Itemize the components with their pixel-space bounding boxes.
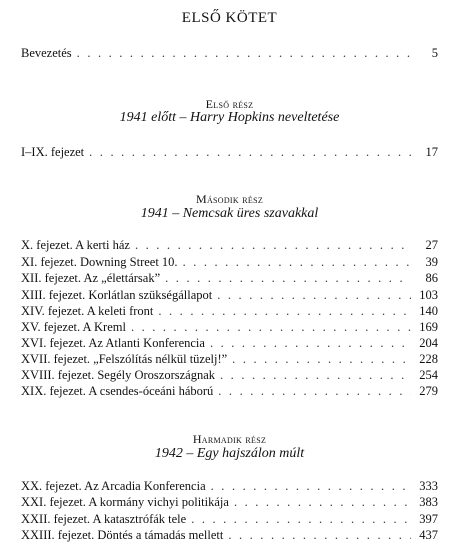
entry-page: 333 [419, 479, 438, 493]
dot-leader [191, 512, 411, 526]
entry-label: I–IX. fejezet [21, 145, 85, 159]
toc-entry [21, 512, 438, 526]
entry-page: 254 [419, 368, 438, 382]
toc-entry [21, 304, 438, 318]
dot-leader [165, 271, 411, 285]
entry-label: XII. fejezet. Az „élettársak” [21, 271, 161, 285]
part-2-title: 1941 – Nemcsak üres szavakkal [140, 206, 319, 221]
part-3-title: 1942 – Egy hajszálon múlt [154, 446, 305, 461]
part-1-title: 1941 előtt – Harry Hopkins neveltetése [119, 110, 340, 125]
entry-page: 103 [419, 288, 438, 302]
dot-leader [89, 145, 411, 159]
dot-leader [217, 288, 411, 302]
entry-label: XIV. fejezet. A keleti front [21, 304, 154, 318]
dot-leader [210, 336, 411, 350]
entry-page: 5 [431, 46, 438, 60]
dot-leader [220, 368, 411, 382]
entry-page: 17 [425, 145, 438, 159]
toc-entry [21, 528, 438, 542]
entry-page: 86 [425, 271, 438, 285]
dot-leader [228, 528, 411, 542]
entry-page: 383 [419, 495, 438, 509]
toc-entry [21, 479, 438, 493]
entry-page: 228 [419, 352, 438, 366]
entry-label: XVI. fejezet. Az Atlanti Konferencia [21, 336, 205, 350]
dot-leader [211, 479, 411, 493]
toc-entry [21, 336, 438, 350]
dot-leader [131, 320, 411, 334]
toc-entry [21, 145, 438, 159]
toc-entry [21, 352, 438, 366]
dot-leader [232, 352, 411, 366]
toc-entry [21, 255, 438, 269]
entry-label: XV. fejezet. A Kreml [21, 320, 126, 334]
dot-leader [158, 304, 411, 318]
entry-label: XXII. fejezet. A katasztrófák tele [21, 512, 187, 526]
toc-entry [21, 384, 438, 398]
entry-page: 397 [419, 512, 438, 526]
dot-leader [218, 384, 411, 398]
entry-label: XI. fejezet. Downing Street 10. [21, 255, 178, 269]
toc-entry [21, 320, 438, 334]
part-1-label: Első rész [205, 97, 254, 111]
dot-leader [77, 46, 411, 60]
toc-entry [21, 368, 438, 382]
toc-entry [21, 271, 438, 285]
part-3-label: Harmadik rész [192, 432, 267, 446]
toc-entry [21, 495, 438, 509]
entry-page: 27 [425, 238, 438, 252]
entry-label: XVII. fejezet. „Felszólítás nélkül tüzelj!” [21, 352, 228, 366]
entry-page: 140 [419, 304, 438, 318]
entry-label: XIII. fejezet. Korlátlan szükségállapot [21, 288, 213, 302]
entry-label: XX. fejezet. Az Arcadia Konferencia [21, 479, 206, 493]
entry-page: 39 [425, 255, 438, 269]
dot-leader [183, 255, 411, 269]
entry-label: XXIII. fejezet. Döntés a támadás mellett [21, 528, 224, 542]
entry-page: 204 [419, 336, 438, 350]
toc-entry [21, 238, 438, 252]
volume-title: ELSŐ KÖTET [181, 10, 278, 26]
toc-entry-intro [21, 46, 438, 60]
entry-label: XIX. fejezet. A csendes-óceáni háború [21, 384, 214, 398]
entry-label: XXI. fejezet. A kormány vichyi politikája [21, 495, 229, 509]
entry-page: 279 [419, 384, 438, 398]
entry-page: 437 [419, 528, 438, 542]
part-2-label: Második rész [195, 192, 264, 206]
toc-entry [21, 288, 438, 302]
dot-leader [135, 238, 411, 252]
entry-page: 169 [419, 320, 438, 334]
entry-label: XVIII. fejezet. Segély Oroszországnak [21, 368, 216, 382]
dot-leader [234, 495, 411, 509]
entry-label: X. fejezet. A kerti ház [21, 238, 130, 252]
entry-label: Bevezetés [21, 46, 72, 60]
